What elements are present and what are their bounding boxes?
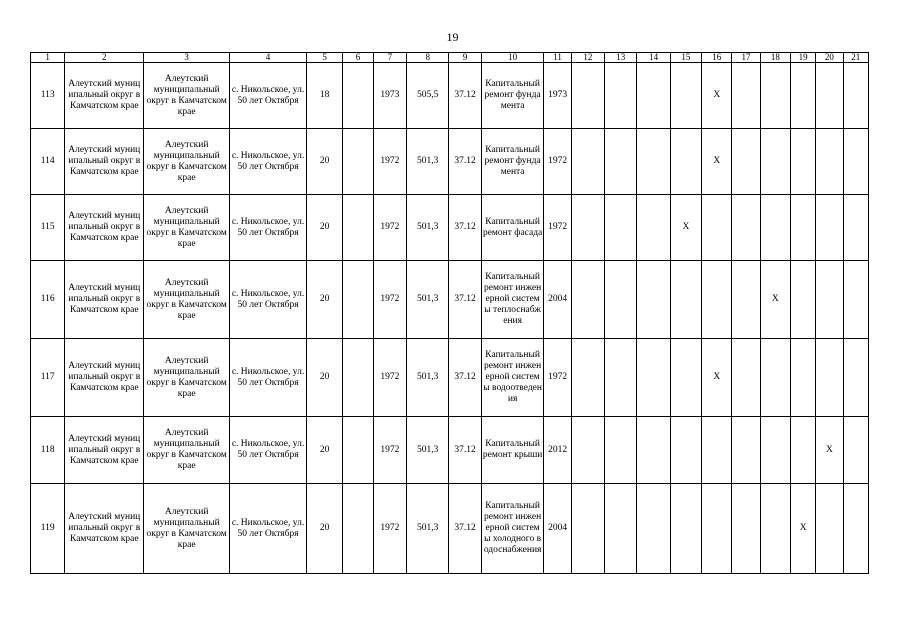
cell-district: Алеутский муниципальный округ в Камчатском крае bbox=[65, 484, 144, 574]
cell-row-number: 115 bbox=[31, 195, 65, 261]
cell-col-19 bbox=[791, 129, 816, 195]
cell-build-year: 1972 bbox=[373, 339, 406, 417]
cell-municipality: Алеутский муниципальный округ в Камчатском крае bbox=[144, 261, 230, 339]
cell-area: 501,3 bbox=[406, 261, 448, 339]
cell-col-15 bbox=[670, 63, 701, 129]
cell-col-15 bbox=[670, 417, 701, 484]
cell-col-18 bbox=[760, 195, 790, 261]
cell-build-year: 1972 bbox=[373, 261, 406, 339]
cell-col-20 bbox=[816, 63, 843, 129]
cell-col-13 bbox=[605, 63, 637, 129]
cell-col-16 bbox=[702, 417, 732, 484]
cell-col-21 bbox=[843, 195, 868, 261]
cell-row-number: 114 bbox=[31, 129, 65, 195]
cell-row-number: 117 bbox=[31, 339, 65, 417]
cell-col-11: 1972 bbox=[544, 339, 571, 417]
cell-col-21 bbox=[843, 417, 868, 484]
cell-work-type: Капитальный ремонт фасада bbox=[481, 195, 544, 261]
cell-house-number: 20 bbox=[306, 417, 342, 484]
cell-col-9: 37.12 bbox=[449, 63, 481, 129]
cell-col-19 bbox=[791, 195, 816, 261]
table-row bbox=[31, 339, 869, 417]
col-header-8: 8 bbox=[406, 53, 448, 63]
col-header-17: 17 bbox=[732, 53, 760, 63]
col-header-16: 16 bbox=[702, 53, 732, 63]
cell-col-18 bbox=[760, 339, 790, 417]
cell-col-18 bbox=[760, 129, 790, 195]
cell-build-year: 1972 bbox=[373, 417, 406, 484]
cell-col-13 bbox=[605, 339, 637, 417]
cell-municipality: Алеутский муниципальный округ в Камчатском крае bbox=[144, 129, 230, 195]
cell-work-type: Капитальный ремонт инженерной системы холодного водоснабжения bbox=[481, 484, 544, 574]
cell-build-year: 1972 bbox=[373, 129, 406, 195]
cell-col-12 bbox=[571, 129, 604, 195]
cell-col-14 bbox=[637, 261, 670, 339]
cell-build-year: 1972 bbox=[373, 484, 406, 574]
col-header-11: 11 bbox=[544, 53, 571, 63]
cell-col-15 bbox=[670, 129, 701, 195]
cell-col-19 bbox=[791, 63, 816, 129]
cell-area: 501,3 bbox=[406, 339, 448, 417]
cell-col-14 bbox=[637, 484, 670, 574]
table-row bbox=[31, 484, 869, 574]
cell-col-12 bbox=[571, 417, 604, 484]
col-header-4: 4 bbox=[230, 53, 307, 63]
cell-district: Алеутский муниципальный округ в Камчатском крае bbox=[65, 417, 144, 484]
col-header-14: 14 bbox=[637, 53, 670, 63]
cell-work-type: Капитальный ремонт крыши bbox=[481, 417, 544, 484]
cell-col-11: 2012 bbox=[544, 417, 571, 484]
cell-address: с. Никольское, ул. 50 лет Октября bbox=[230, 417, 307, 484]
cell-municipality: Алеутский муниципальный округ в Камчатском крае bbox=[144, 195, 230, 261]
cell-col-17 bbox=[732, 129, 760, 195]
col-header-9: 9 bbox=[449, 53, 481, 63]
cell-municipality: Алеутский муниципальный округ в Камчатском крае bbox=[144, 484, 230, 574]
cell-address: с. Никольское, ул. 50 лет Октября bbox=[230, 63, 307, 129]
cell-col-16 bbox=[702, 195, 732, 261]
cell-area: 501,3 bbox=[406, 195, 448, 261]
cell-col-9: 37.12 bbox=[449, 195, 481, 261]
cell-col-13 bbox=[605, 484, 637, 574]
cell-district: Алеутский муниципальный округ в Камчатском крае bbox=[65, 195, 144, 261]
cell-address: с. Никольское, ул. 50 лет Октября bbox=[230, 484, 307, 574]
cell-col-17 bbox=[732, 484, 760, 574]
cell-col-13 bbox=[605, 195, 637, 261]
col-header-3: 3 bbox=[144, 53, 230, 63]
cell-col-13 bbox=[605, 417, 637, 484]
cell-col-14 bbox=[637, 195, 670, 261]
cell-col-21 bbox=[843, 129, 868, 195]
column-number-row bbox=[31, 53, 869, 63]
cell-col-18 bbox=[760, 484, 790, 574]
cell-row-number: 118 bbox=[31, 417, 65, 484]
cell-work-type: Капитальный ремонт фундамента bbox=[481, 129, 544, 195]
cell-district: Алеутский муниципальный округ в Камчатском крае bbox=[65, 339, 144, 417]
cell-col-11: 1972 bbox=[544, 129, 571, 195]
cell-municipality: Алеутский муниципальный округ в Камчатском крае bbox=[144, 63, 230, 129]
cell-district: Алеутский муниципальный округ в Камчатском крае bbox=[65, 261, 144, 339]
cell-col-6 bbox=[343, 195, 373, 261]
cell-col-16 bbox=[702, 484, 732, 574]
cell-col-18 bbox=[760, 63, 790, 129]
cell-col-14 bbox=[637, 339, 670, 417]
cell-col-19 bbox=[791, 261, 816, 339]
cell-col-6 bbox=[343, 339, 373, 417]
cell-address: с. Никольское, ул. 50 лет Октября bbox=[230, 261, 307, 339]
page-number: 19 bbox=[446, 30, 459, 44]
cell-col-11: 2004 bbox=[544, 484, 571, 574]
cell-col-13 bbox=[605, 129, 637, 195]
col-header-20: 20 bbox=[816, 53, 843, 63]
table-row bbox=[31, 129, 869, 195]
cell-col-20 bbox=[816, 129, 843, 195]
cell-col-9: 37.12 bbox=[449, 339, 481, 417]
col-header-19: 19 bbox=[791, 53, 816, 63]
cell-col-9: 37.12 bbox=[449, 261, 481, 339]
cell-col-20 bbox=[816, 484, 843, 574]
col-header-12: 12 bbox=[571, 53, 604, 63]
cell-address: с. Никольское, ул. 50 лет Октября bbox=[230, 129, 307, 195]
cell-col-6 bbox=[343, 261, 373, 339]
cell-build-year: 1973 bbox=[373, 63, 406, 129]
cell-col-12 bbox=[571, 195, 604, 261]
col-header-1: 1 bbox=[31, 53, 65, 63]
cell-col-21 bbox=[843, 484, 868, 574]
cell-col-14 bbox=[637, 417, 670, 484]
cell-col-20 bbox=[816, 195, 843, 261]
cell-address: с. Никольское, ул. 50 лет Октября bbox=[230, 195, 307, 261]
cell-col-12 bbox=[571, 63, 604, 129]
cell-col-16: X bbox=[702, 129, 732, 195]
cell-build-year: 1972 bbox=[373, 195, 406, 261]
cell-col-11: 2004 bbox=[544, 261, 571, 339]
cell-col-18: X bbox=[760, 261, 790, 339]
cell-col-17 bbox=[732, 195, 760, 261]
cell-col-6 bbox=[343, 484, 373, 574]
cell-col-21 bbox=[843, 63, 868, 129]
col-header-7: 7 bbox=[373, 53, 406, 63]
col-header-10: 10 bbox=[481, 53, 544, 63]
cell-col-20: X bbox=[816, 417, 843, 484]
table-row bbox=[31, 195, 869, 261]
cell-col-9: 37.12 bbox=[449, 484, 481, 574]
cell-col-19 bbox=[791, 417, 816, 484]
cell-col-6 bbox=[343, 129, 373, 195]
cell-col-21 bbox=[843, 261, 868, 339]
table-row bbox=[31, 261, 869, 339]
col-header-15: 15 bbox=[670, 53, 701, 63]
cell-col-15 bbox=[670, 339, 701, 417]
cell-col-19: X bbox=[791, 484, 816, 574]
cell-house-number: 20 bbox=[306, 484, 342, 574]
cell-col-18 bbox=[760, 417, 790, 484]
cell-col-21 bbox=[843, 339, 868, 417]
cell-col-20 bbox=[816, 339, 843, 417]
cell-col-17 bbox=[732, 339, 760, 417]
col-header-13: 13 bbox=[605, 53, 637, 63]
cell-work-type: Капитальный ремонт инженерной системы водоотведения bbox=[481, 339, 544, 417]
cell-area: 501,3 bbox=[406, 129, 448, 195]
cell-col-6 bbox=[343, 417, 373, 484]
cell-col-9: 37.12 bbox=[449, 129, 481, 195]
cell-work-type: Капитальный ремонт фундамента bbox=[481, 63, 544, 129]
cell-col-6 bbox=[343, 63, 373, 129]
cell-col-12 bbox=[571, 339, 604, 417]
col-header-5: 5 bbox=[306, 53, 342, 63]
cell-col-13 bbox=[605, 261, 637, 339]
cell-row-number: 116 bbox=[31, 261, 65, 339]
cell-col-14 bbox=[637, 63, 670, 129]
cell-row-number: 113 bbox=[31, 63, 65, 129]
cell-house-number: 20 bbox=[306, 339, 342, 417]
cell-work-type: Капитальный ремонт инженерной системы теплоснабжения bbox=[481, 261, 544, 339]
cell-col-17 bbox=[732, 417, 760, 484]
cell-col-14 bbox=[637, 129, 670, 195]
cell-district: Алеутский муниципальный округ в Камчатском крае bbox=[65, 63, 144, 129]
cell-col-16 bbox=[702, 261, 732, 339]
cell-col-16: X bbox=[702, 63, 732, 129]
cell-col-9: 37.12 bbox=[449, 417, 481, 484]
cell-house-number: 20 bbox=[306, 261, 342, 339]
cell-house-number: 18 bbox=[306, 63, 342, 129]
cell-col-11: 1972 bbox=[544, 195, 571, 261]
cell-col-15 bbox=[670, 484, 701, 574]
cell-house-number: 20 bbox=[306, 129, 342, 195]
cell-col-19 bbox=[791, 339, 816, 417]
cell-col-15: X bbox=[670, 195, 701, 261]
cell-col-11: 1973 bbox=[544, 63, 571, 129]
cell-col-12 bbox=[571, 261, 604, 339]
col-header-18: 18 bbox=[760, 53, 790, 63]
table-row bbox=[31, 63, 869, 129]
cell-col-12 bbox=[571, 484, 604, 574]
col-header-6: 6 bbox=[343, 53, 373, 63]
repair-plan-table bbox=[30, 52, 869, 574]
cell-address: с. Никольское, ул. 50 лет Октября bbox=[230, 339, 307, 417]
cell-district: Алеутский муниципальный округ в Камчатском крае bbox=[65, 129, 144, 195]
col-header-21: 21 bbox=[843, 53, 868, 63]
table-row bbox=[31, 417, 869, 484]
cell-col-16: X bbox=[702, 339, 732, 417]
cell-area: 505,5 bbox=[406, 63, 448, 129]
cell-row-number: 119 bbox=[31, 484, 65, 574]
cell-area: 501,3 bbox=[406, 417, 448, 484]
cell-house-number: 20 bbox=[306, 195, 342, 261]
cell-col-20 bbox=[816, 261, 843, 339]
cell-col-17 bbox=[732, 261, 760, 339]
cell-col-17 bbox=[732, 63, 760, 129]
cell-area: 501,3 bbox=[406, 484, 448, 574]
cell-municipality: Алеутский муниципальный округ в Камчатском крае bbox=[144, 417, 230, 484]
cell-municipality: Алеутский муниципальный округ в Камчатском крае bbox=[144, 339, 230, 417]
cell-col-15 bbox=[670, 261, 701, 339]
col-header-2: 2 bbox=[65, 53, 144, 63]
